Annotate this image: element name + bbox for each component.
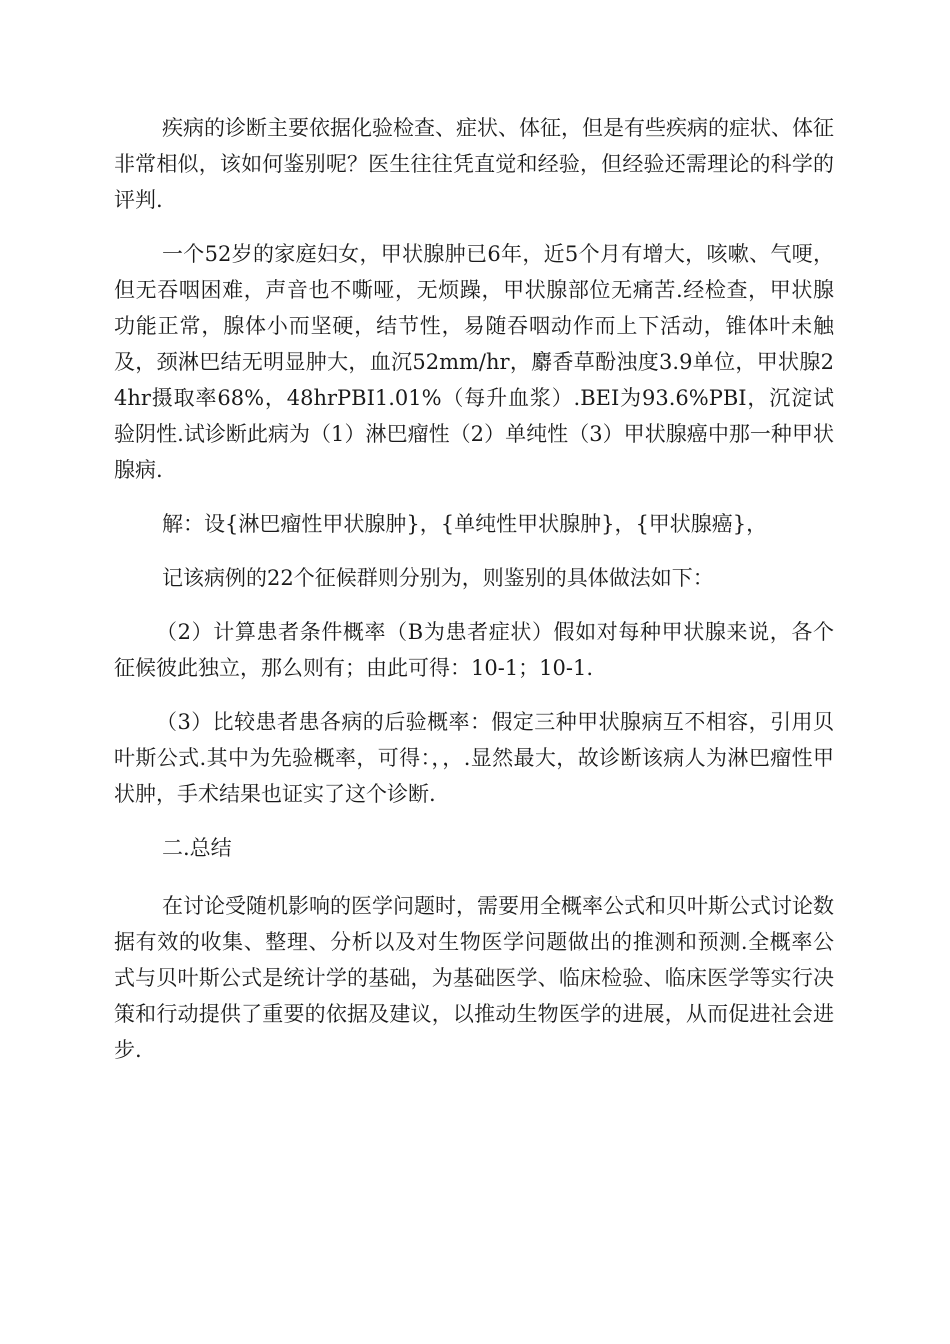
paragraph-case-description: 一个52岁的家庭妇女，甲状腺肿已6年，近5个月有增大，咳嗽、气哽，但无吞咽困难，声音也不嘶哑，无烦躁，甲状腺部位无痛苦.经检查，甲状腺功能正常，腺体小而坚硬，结节性，易随吞咽动作而上下活动，锥体叶未触及，颈淋巴结无明显肿大，血沉52mm/hr，麝香草酚浊度3.9单位，甲状腺24hr摄取率68%，48hrPBI1.01%（每升血浆）.BEI为93.6%PBI，沉淀试验阴性.试诊断此病为（1）淋巴瘤性（2）单纯性（3）甲状腺癌中那一种甲状腺病. <box>114 242 834 482</box>
paragraph-step-3: （3）比较患者患各病的后验概率：假定三种甲状腺病互不相容，引用贝叶斯公式.其中为先验概率，可得：，，.显然最大，故诊断该病人为淋巴瘤性甲状肿，手术结果也证实了这个诊断. <box>114 710 834 806</box>
paragraph-solution-setup: 解：设{淋巴瘤性甲状腺肿}，{单纯性甲状腺肿}，{甲状腺癌}， <box>162 512 768 536</box>
paragraph-diagnosis-intro: 疾病的诊断主要依据化验检查、症状、体征，但是有些疾病的症状、体征非常相似，该如何鉴别呢？医生往往凭直觉和经验，但经验还需理论的科学的评判. <box>114 116 834 212</box>
paragraph-step-2: （2）计算患者条件概率（B为患者症状）假如对每种甲状腺来说，各个征候彼此独立，那么则有；由此可得：10-1；10-1. <box>114 620 834 680</box>
paragraph-symptom-groups: 记该病例的22个征候群则分别为，则鉴别的具体做法如下： <box>162 566 714 590</box>
document-body <box>114 110 834 1086</box>
section-heading-summary: 二.总结 <box>162 836 232 860</box>
paragraph-summary: 在讨论受随机影响的医学问题时，需要用全概率公式和贝叶斯公式讨论数据有效的收集、整理、分析以及对生物医学问题做出的推测和预测.全概率公式与贝叶斯公式是统计学的基础，为基础医学、临床检验、临床医学等实行决策和行动提供了重要的依据及建议，以推动生物医学的进展，从而促进社会进步. <box>114 894 834 1062</box>
